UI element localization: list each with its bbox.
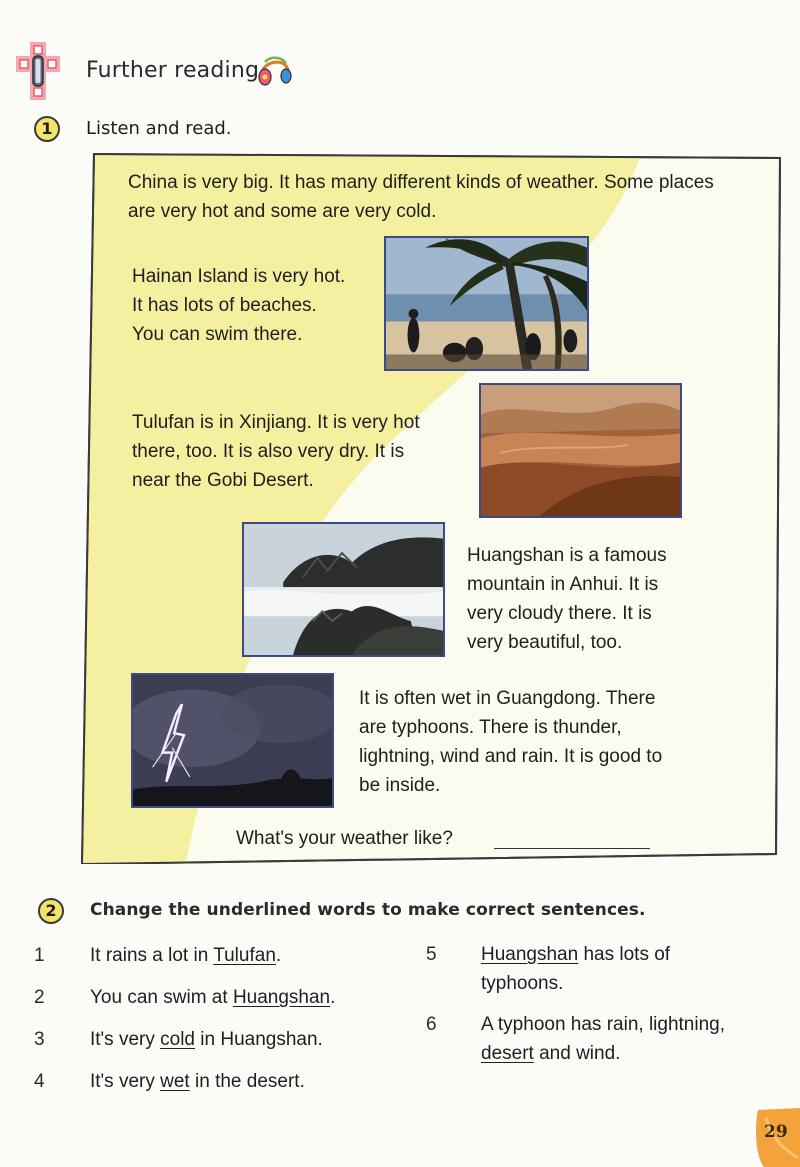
hainan-line: It has lots of beaches.: [132, 295, 317, 316]
huangshan-line: very beautiful, too.: [467, 632, 623, 653]
beach-photo: [384, 236, 589, 371]
hainan-paragraph: [132, 262, 377, 349]
tulufan-line: there, too. It is also very dry. It is: [132, 441, 405, 462]
intro-paragraph: China is very big. It has many different kinds of weather. Some places are very hot and some are very cold.: [128, 172, 714, 222]
hainan-line: Hainan Island is very hot.: [132, 266, 346, 287]
tulufan-paragraph: [132, 408, 462, 495]
exercise-sentence: It rains a lot in Tulufan.: [90, 945, 282, 966]
lightning-photo: [131, 673, 334, 808]
item-number: 6: [426, 1014, 437, 1035]
underlined-word: Tulufan: [213, 945, 276, 966]
guangdong-paragraph: [359, 684, 709, 800]
section-title: Further reading: [86, 58, 260, 83]
exercise-sentence: It's very cold in Huangshan.: [90, 1029, 323, 1050]
item-number: 1: [34, 945, 45, 966]
tulufan-line: near the Gobi Desert.: [132, 470, 314, 491]
section-logo-icon: [16, 42, 60, 100]
hainan-line: You can swim there.: [132, 324, 303, 345]
underlined-word: Huangshan: [481, 944, 579, 965]
exercise-1-number-badge: 1: [34, 116, 60, 142]
underlined-word: wet: [160, 1071, 190, 1092]
huangshan-line: very cloudy there. It is: [467, 603, 652, 624]
exercise-sentence: Huangshan has lots of typhoons.: [481, 944, 671, 994]
item-number: 5: [426, 944, 437, 965]
huangshan-paragraph: [467, 541, 697, 657]
desert-photo: [479, 383, 682, 518]
underlined-word: desert: [481, 1043, 534, 1064]
guangdong-line: lightning, wind and rain. It is good to: [359, 746, 663, 767]
headphones-icon[interactable]: [256, 52, 294, 88]
underlined-word: cold: [160, 1029, 195, 1050]
guangdong-line: It is often wet in Guangdong. There: [359, 688, 656, 709]
page-number: 29: [764, 1122, 788, 1142]
exercise-sentence: A typhoon has rain, lightning, desert and wind.: [481, 1014, 726, 1064]
exercise-2-instruction: Change the underlined words to make correct sentences.: [90, 900, 646, 920]
item-number: 4: [34, 1071, 45, 1092]
weather-question: What's your weather like?: [236, 828, 453, 849]
guangdong-line: be inside.: [359, 775, 441, 796]
exercise-2-number-badge: 2: [38, 898, 64, 924]
exercise-sentence: You can swim at Huangshan.: [90, 987, 336, 1008]
huangshan-line: mountain in Anhui. It is: [467, 574, 659, 595]
guangdong-line: are typhoons. There is thunder,: [359, 717, 622, 738]
item-number: 2: [34, 987, 45, 1008]
exercise-sentence: It's very wet in the desert.: [90, 1071, 305, 1092]
tulufan-line: Tulufan is in Xinjiang. It is very hot: [132, 412, 420, 433]
answer-blank-line[interactable]: [494, 848, 650, 849]
exercise-1-instruction: Listen and read.: [86, 118, 232, 139]
underlined-word: Huangshan: [232, 987, 331, 1008]
item-number: 3: [34, 1029, 45, 1050]
mountain-photo: [242, 522, 445, 657]
huangshan-line: Huangshan is a famous: [467, 545, 667, 566]
